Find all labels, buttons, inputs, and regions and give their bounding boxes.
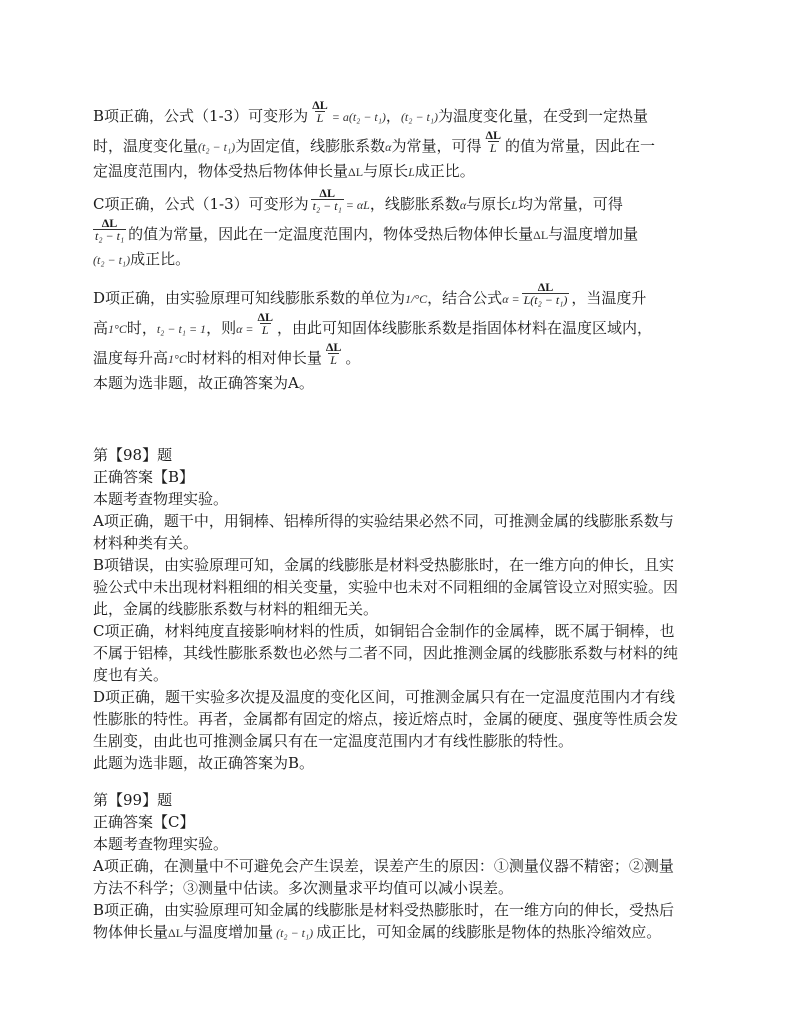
question-99-option-a: A项正确，在测量中不可避免会产生误差，误差产生的原因：①测量仪器不精密；②测量 (93, 857, 674, 875)
option-b-line-2: 时，温度变化量(t₂ − t₁)为固定值，线膨胀系数α为常量，可得 $\frac{\Delta L}{L}$ 的值为常量，因此在一 (93, 127, 656, 155)
question-98-option-b: B项错误，由实验原理可知，金属的线膨胀是材料受热膨胀时，在一维方向的伸长，且实 (93, 556, 675, 574)
option-b-line-3: 定温度范围内，物体受热后物体伸长量ΔL与原长L成正比。 (93, 162, 475, 180)
option-d-line-2: 高1°C时，t₂ − t₁ = 1，则α = $\frac{\Delta L}{L}$ ，由此可知固体线膨胀系数是指固体材料在温度区域内， (93, 309, 653, 337)
fraction-dl-over-dt: $\frac{\Delta L}{\text{t₂ − t₁}}$ (95, 215, 125, 243)
question-99-answer: 正确答案【C】 (93, 813, 195, 831)
option-d-line-1: D项正确，由实验原理可知线膨胀系数的单位为1/°C，结合公式α = $\frac{\Delta L}{\text{L(t₂ − t₁)}}$ ，当温度升 (93, 279, 647, 307)
option-d-line-3: 温度每升高1°C时材料的相对伸长量 $\frac{\Delta L}{L}$ 。 (93, 339, 361, 367)
fraction-dl-over-l: $\frac{\Delta L}{L}$ (312, 97, 328, 125)
fraction-dl-over-l: $\frac{\Delta L}{L}$ (325, 339, 342, 367)
fraction-dl-over-dt: $\frac{\Delta L}{\text{t₂ − t₁}}$ (312, 185, 342, 213)
question-98-topic: 本题考查物理实验。 (93, 490, 229, 508)
option-d-explanation (93, 279, 713, 394)
fraction-dl-over-l-dt: $\frac{\Delta L}{\text{L(t₂ − t₁)}}$ (523, 279, 568, 307)
question-98-title: 第【98】题 (93, 446, 173, 464)
question-99-option-b: B项正确，由实验原理可知金属的线膨胀是材料受热膨胀时，在一维方向的伸长，受热后 (93, 901, 675, 919)
formula-a-t2-t1: = a(t₂ − t₁) (331, 110, 386, 124)
option-c-line-1: C项正确，公式（1-3）可变形为 $\frac{\Delta L}{\text{t₂ − t₁}}$ = αL，线膨胀系数α与原长L均为常量，可得 (93, 185, 623, 213)
question-99-topic: 本题考查物理实验。 (93, 835, 229, 853)
option-c-explanation (93, 185, 713, 270)
question-99: 第【99】题 正确答案【C】 本题考查物理实验。 A项正确，在测量中不可避免会产生误差，误差产生的原因：①测量仪器不精密；②测量 方法不科学；③测量中估读。多次测量求平均值可以减小误差。 B项正确，由实验原理可知金属的线膨胀是材料受热膨胀时，在一维方向的伸长，受热后 物体伸长量ΔL与温度增加量 (t₂ − t₁) 成正比，可知金属的线膨胀是物体的热胀冷缩效应。 (93, 789, 713, 943)
option-b-explanation (93, 97, 713, 182)
formula-t2-t1: (t₂ − t₁) (400, 110, 439, 124)
question-98-option-a: A项正确，题干中，用铜棒、铝棒所得的实验结果必然不同，可推测金属的线膨胀系数与 (93, 512, 674, 530)
fraction-dl-over-l: $\frac{\Delta L}{L}$ (257, 309, 274, 337)
question-99-title: 第【99】题 (93, 791, 173, 809)
unit-per-celsius: 1/°C (405, 292, 428, 306)
option-c-line-3: (t₂ − t₁)成正比。 (93, 250, 191, 268)
question-98: 第【98】题 正确答案【B】 本题考查物理实验。 A项正确，题干中，用铜棒、铝棒所得的实验结果必然不同，可推测金属的线膨胀系数与 材料种类有关。 B项错误，由实验原理可知，金属的线膨胀是材料受热膨胀时，在一维方向的伸长，且实 验公式中未出现材料粗细的相关变量，实验中也未对不同粗细的金属管设立对照实验。因 此，金属的线膨胀系数与材料的粗细无关。 C项正确，材料纯度直接影响材料的性质，如铜铝合金制作的金属棒，既不属于铜棒，也 不属于铝棒，其线性膨胀系数也必然与二者不同，因此推测金属的线膨胀系数与材料的纯 度也有关。 D项正确，题干实验多次提及温度的变化区间，可推测金属只有在一定温度范围内才有线 性膨胀的特性。再者，金属都有固定的熔点，接近熔点时，金属的硬度、强度等性质会发 生剧变，由此也可推测金属只有在一定温度范围内才有线性膨胀的特性。 此题为选非题，故正确答案为B。 (93, 444, 713, 774)
option-c-line-2: $\frac{\Delta L}{\text{t₂ − t₁}}$ 的值为常量，因此在一定温度范围内，物体受热后物体伸长量ΔL与温度增加量 (95, 215, 639, 243)
fraction-dl-over-l: $\frac{\Delta L}{L}$ (485, 127, 501, 155)
question-98-conclusion: 此题为选非题，故正确答案为B。 (93, 754, 315, 772)
question-98-option-c: C项正确，材料纯度直接影响材料的性质，如铜铝合金制作的金属棒，既不属于铜棒，也 (93, 622, 675, 640)
option-b-line-1: B项正确，公式（1-3）可变形为 $\frac{\Delta L}{L}$ = a(t₂ − t₁)，(t₂ − t₁)为温度变化量，在受到一定热量 (93, 97, 649, 125)
question-99-option-b-line-2: 物体伸长量ΔL与温度增加量 (t₂ − t₁) 成正比，可知金属的线膨胀是物体的热胀冷缩效应。 (93, 923, 662, 941)
prev-question-conclusion: 本题为选非题，故正确答案为A。 (93, 374, 314, 392)
question-98-option-d: D项正确，题干实验多次提及温度的变化区间，可推测金属只有在一定温度范围内才有线 (93, 688, 676, 706)
alpha-symbol: α (385, 140, 392, 154)
question-98-answer: 正确答案【B】 (93, 468, 195, 486)
